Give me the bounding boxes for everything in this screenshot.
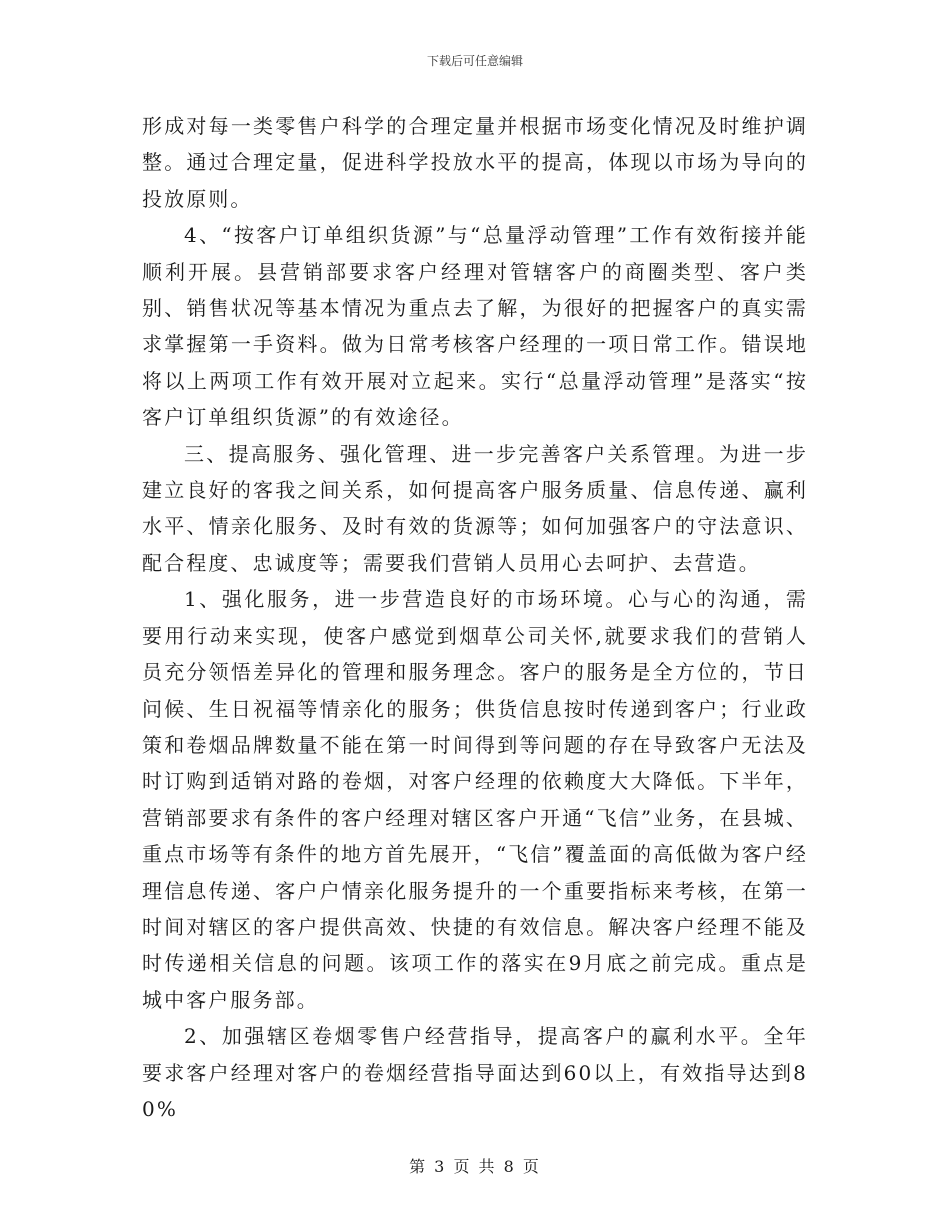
page-number-footer: 第 3 页 共 8 页 — [409, 1157, 541, 1176]
paragraph-5: 2、加强辖区卷烟零售户经营指导，提高客户的赢利水平。全年要求客户经理对客户的卷烟经营指导面达到60以上，有效指导达到80% — [142, 1024, 808, 1121]
paragraph-2: 4、“按客户订单组织货源”与“总量浮动管理”工作有效衔接并能顺利开展。县营销部要求客户经理对管辖客户的商圈类型、客户类别、销售状况等基本情况为重点去了解，为很好的把握客户的真实需求掌握第一手资料。做为日常考核客户经理的一项日常工作。错误地将以上两项工作有效开展对立起来。实行“总量浮动管理”是落实“按客户订单组织货源”的有效途径。 — [142, 223, 808, 430]
page-header: 下载后可任意编辑 — [426, 54, 523, 68]
paragraph-1: 形成对每一类零售户科学的合理定量并根据市场变化情况及时维护调整。通过合理定量，促进科学投放水平的提高，体现以市场为导向的投放原则。 — [142, 114, 808, 211]
paragraph-4: 1、强化服务，进一步营造良好的市场环境。心与心的沟通，需要用行动来实现，使客户感觉到烟草公司关怀,就要求我们的营销人员充分领悟差异化的管理和服务理念。客户的服务是全方位的，节日问候、生日祝福等情亲化的服务；供货信息按时传递到客户；行业政策和卷烟品牌数量不能在第一时间得到等问题的存在导致客户无法及时订购到适销对路的卷烟，对客户经理的依赖度大大降低。下半年，营销部要求有条件的客户经理对辖区客户开通“飞信”业务，在县城、重点市场等有条件的地方首先展开，“飞信”覆盖面的高低做为客户经理信息传递、客户户情亲化服务提升的一个重要指标来考核，在第一时间对辖区的客户提供高效、快捷的有效信息。解决客户经理不能及时传递相关信息的问题。该项工作的落实在9月底之前完成。重点是城中客户服务部。 — [142, 587, 808, 1012]
document-body — [142, 108, 808, 1127]
paragraph-3: 三、提高服务、强化管理、进一步完善客户关系管理。为进一步建立良好的客我之间关系，如何提高客户服务质量、信息传递、赢利水平、情亲化服务、及时有效的货源等；如何加强客户的守法意识、配合程度、忠诚度等；需要我们营销人员用心去呵护、去营造。 — [142, 441, 808, 575]
